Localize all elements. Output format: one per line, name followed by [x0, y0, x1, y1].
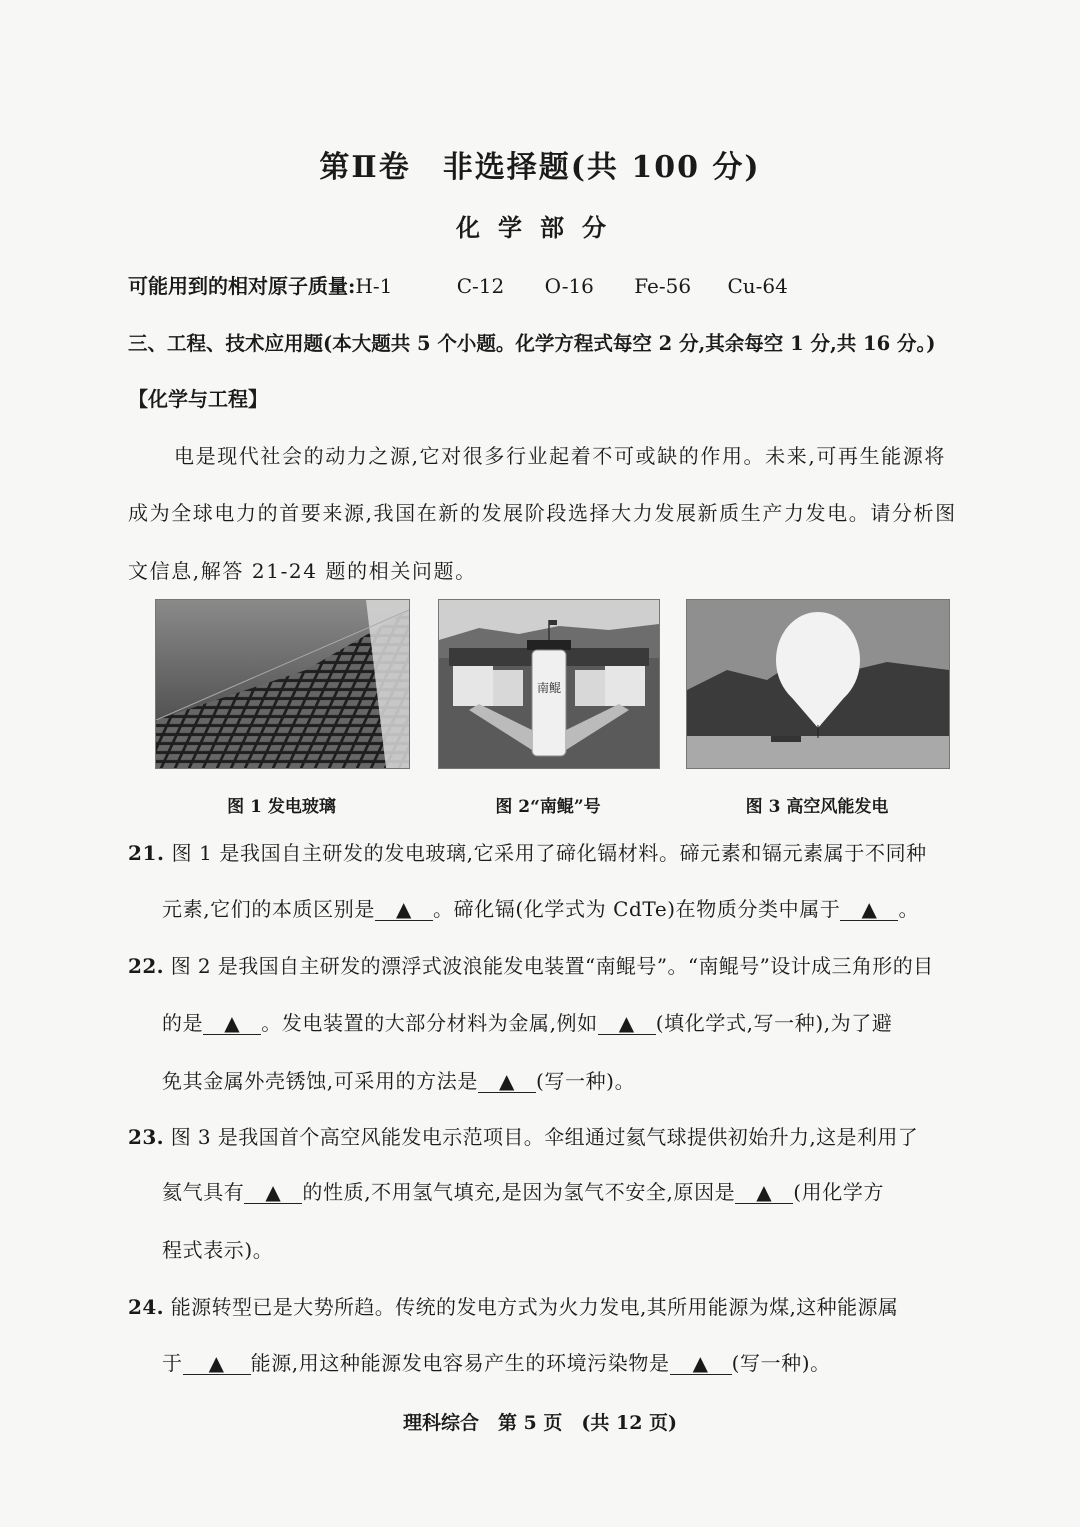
atomic-mass-fe: Fe-56	[634, 274, 692, 298]
intro-line-3: 文信息,解答 21-24 题的相关问题。	[128, 559, 477, 583]
figure-3-image	[686, 599, 950, 769]
q23-text-2a: 氦气具有	[162, 1180, 245, 1204]
q21-number: 21.	[128, 841, 165, 865]
q24-line-2	[162, 1347, 831, 1376]
q22-blank-2[interactable]: ▲	[598, 1012, 656, 1035]
intro-line-1: 电是现代社会的动力之源,它对很多行业起着不可或缺的作用。未来,可再生能源将	[174, 444, 946, 468]
q21-blank-2[interactable]: ▲	[840, 898, 898, 921]
q23-number: 23.	[128, 1125, 164, 1149]
q22-line-1	[128, 950, 934, 979]
q22-text-2a: 的是	[162, 1011, 204, 1035]
balloon-photo	[687, 600, 949, 768]
figure-1-caption: 图 1 发电玻璃	[227, 797, 336, 817]
q23-line-1	[128, 1121, 918, 1150]
q22-blank-3[interactable]: ▲	[478, 1070, 536, 1093]
q24-text-2b: 能源,用这种能源发电容易产生的环境污染物是	[250, 1351, 670, 1375]
platform-sign-text: 南鲲	[536, 681, 562, 695]
q21-text-2b: 。碲化镉(化学式为 CdTe)在物质分类中属于	[432, 897, 841, 921]
figure-3-caption: 图 3 高空风能发电	[745, 797, 889, 817]
atomic-mass-c: C-12	[456, 274, 505, 298]
atomic-mass-cu: Cu-64	[727, 274, 788, 298]
topic-label: 【化学与工程】	[128, 387, 268, 411]
figure-2-caption: 图 2“南鲲”号	[495, 797, 601, 817]
q22-text-1: 图 2 是我国自主研发的漂浮式波浪能发电装置“南鲲号”。“南鲲号”设计成三角形的目	[170, 954, 934, 978]
page-title: 第Ⅱ卷 非选择题(共 100 分)	[319, 150, 761, 185]
q22-text-3b: (写一种)。	[535, 1069, 636, 1093]
glass-building-photo	[156, 600, 409, 768]
q21-text-2a: 元素,它们的本质区别是	[162, 897, 375, 921]
q23-line-3: 程式表示)。	[162, 1238, 274, 1262]
q23-blank-1[interactable]: ▲	[244, 1181, 302, 1204]
q24-text-1: 能源转型已是大势所趋。传统的发电方式为火力发电,其所用能源为煤,这种能源属	[170, 1295, 899, 1319]
q21-text-1: 图 1 是我国自主研发的发电玻璃,它采用了碲化镉材料。碲元素和镉元素属于不同种	[171, 841, 927, 865]
q24-blank-2[interactable]: ▲	[670, 1352, 732, 1375]
section-subtitle: 化学部分	[456, 213, 624, 242]
atomic-mass-h: H-1	[355, 274, 393, 298]
q24-number: 24.	[128, 1295, 164, 1319]
q21-blank-1[interactable]: ▲	[375, 898, 433, 921]
atomic-mass-o: O-16	[544, 274, 594, 298]
q22-number: 22.	[128, 954, 164, 978]
q23-line-2	[162, 1176, 884, 1205]
atomic-mass-line	[128, 270, 788, 299]
intro-line-2: 成为全球电力的首要来源,我国在新的发展阶段选择大力发展新质生产力发电。请分析图	[128, 501, 957, 525]
q22-blank-1[interactable]: ▲	[203, 1012, 261, 1035]
q23-blank-2[interactable]: ▲	[735, 1181, 793, 1204]
figure-2-image	[438, 599, 660, 769]
q23-text-2b: 的性质,不用氢气填充,是因为氢气不安全,原因是	[302, 1180, 736, 1204]
section-heading: 三、工程、技术应用题(本大题共 5 个小题。化学方程式每空 2 分,其余每空 1 分,共 16 分。)	[128, 332, 936, 355]
q24-line-1	[128, 1291, 898, 1320]
q21-line-1	[128, 837, 927, 866]
q22-line-2	[162, 1007, 893, 1036]
q24-text-2a: 于	[162, 1351, 183, 1375]
q22-text-2c: (填化学式,写一种),为了避	[655, 1011, 893, 1035]
wave-power-platform-photo	[439, 600, 659, 768]
q23-text-1: 图 3 是我国首个高空风能发电示范项目。伞组通过氦气球提供初始升力,这是利用了	[170, 1125, 919, 1149]
q22-line-3	[162, 1065, 635, 1094]
q22-text-2b: 。发电装置的大部分材料为金属,例如	[261, 1011, 598, 1035]
atomic-mass-label: 可能用到的相对原子质量:	[128, 274, 356, 298]
figure-1-image	[155, 599, 410, 769]
q24-blank-1[interactable]: ▲	[183, 1352, 251, 1375]
page-footer: 理科综合 第 5 页 (共 12 页)	[402, 1412, 678, 1434]
q23-text-2c: (用化学方	[793, 1180, 885, 1204]
q21-line-2	[162, 893, 919, 922]
q21-text-2c: 。	[898, 897, 920, 921]
q22-text-3a: 免其金属外壳锈蚀,可采用的方法是	[162, 1069, 478, 1093]
q24-text-2c: (写一种)。	[731, 1351, 831, 1375]
